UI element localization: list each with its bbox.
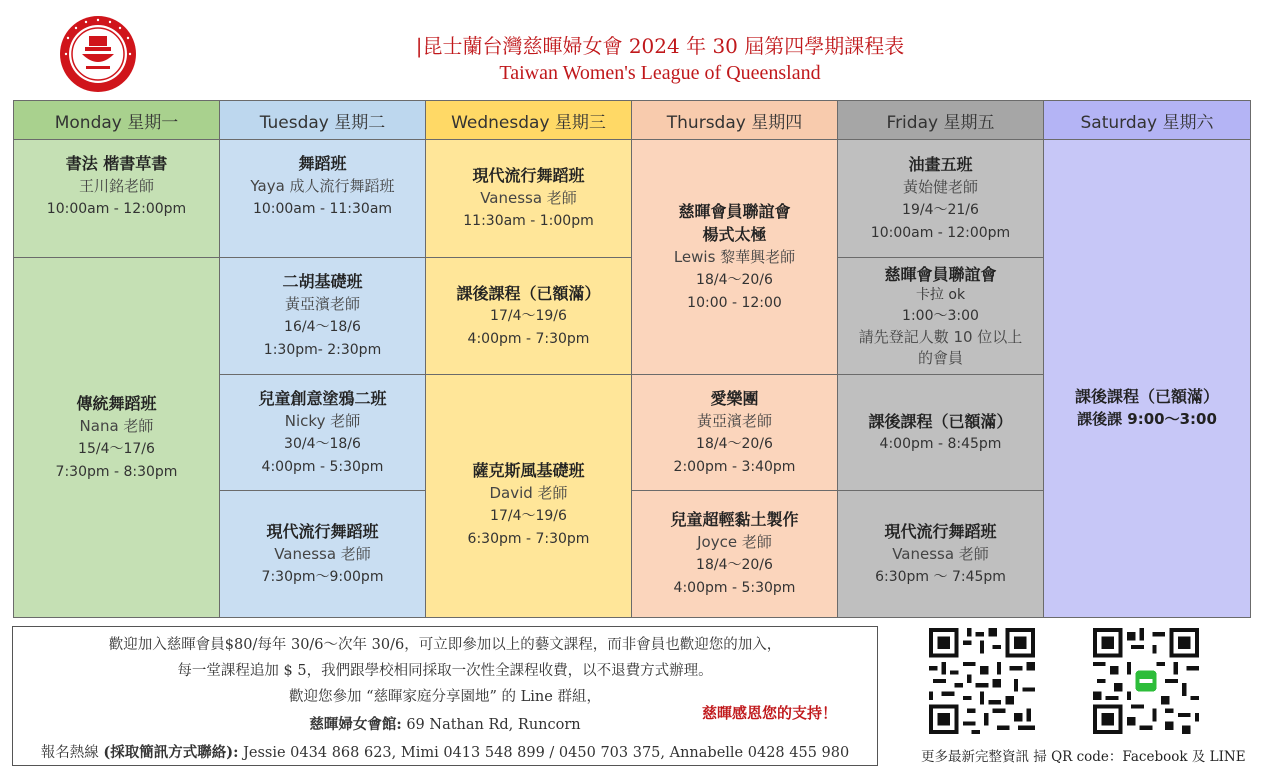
class-date: 17/4～19/6 (490, 307, 567, 324)
class-teacher: 黃亞濱老師 (696, 411, 772, 430)
class-time: 10:00 - 12:00 (687, 295, 782, 311)
class-title: 兒童超輕黏土製作 (670, 510, 799, 529)
class-after-school-fri (837, 374, 1044, 491)
class-title: 課後課程（已額滿） (456, 283, 601, 303)
class-teacher: Nicky 老師 (284, 411, 361, 430)
line-qr-code[interactable] (1093, 628, 1199, 734)
qr-caption: 更多最新完整資訊 掃 QR code：Facebook 及 LINE (921, 749, 1246, 765)
class-calligraphy (13, 139, 220, 258)
class-date: 19/4～21/6 (902, 201, 979, 218)
class-title: 油畫五班 (908, 154, 973, 174)
membership-line-1: 歡迎加入慈暉會員$80/每年 30/6～次年 30/6，可立即參加以上的藝文課程，而非會員也歡迎您的加入， (108, 637, 782, 653)
class-modern-dance-fri (837, 490, 1044, 618)
hotline-numbers: Jessie 0434 868 623, Mimi 0413 548 899 / 0450 703 375, Annabelle 0428 455 980 (238, 745, 850, 761)
class-teacher: Joyce 老師 (697, 533, 772, 551)
class-teacher: 卡拉 ok (915, 286, 966, 303)
class-orchestra (631, 374, 838, 491)
title-english: Taiwan Women's League of Queensland (499, 62, 821, 84)
class-teacher: 黃亞濱老師 (284, 295, 360, 313)
timetable (13, 100, 1253, 618)
hotline-note: (採取簡訊方式聯絡): (103, 744, 239, 761)
class-date: 17/4～19/6 (490, 508, 567, 524)
class-title: 現代流行舞蹈班 (266, 521, 379, 541)
class-time: 1:30pm- 2:30pm (263, 342, 382, 358)
class-time: 2:00pm - 3:40pm (673, 458, 796, 475)
class-title: 書法 楷書草書 (65, 154, 168, 173)
class-teacher: David 老師 (489, 484, 568, 502)
class-note: 請先登記人數 10 位以上 (858, 327, 1023, 346)
class-modern-dance-tue (219, 490, 426, 618)
class-time: 1:00～3:00 (902, 307, 979, 324)
class-title: 愛樂團 (710, 388, 759, 408)
class-title: 現代流行舞蹈班 (472, 166, 585, 185)
class-time: 6:30pm ～ 7:45pm (875, 568, 1006, 585)
class-date: 18/4～20/6 (696, 435, 773, 452)
class-traditional-dance (13, 257, 220, 618)
class-saxophone (425, 374, 632, 618)
title-chinese: |昆士蘭台灣慈暉婦女會 2024 年 30 屆第四學期課程表 (415, 34, 905, 58)
class-title: 薩克斯風基礎班 (472, 461, 585, 480)
class-date: 18/4～20/6 (696, 557, 773, 573)
class-title: 舞蹈班 (298, 154, 347, 173)
class-note-2: 的會員 (917, 348, 963, 367)
line-group-invite: 歡迎您參加 “慈暉家庭分享園地” 的 Line 群組， (289, 689, 601, 705)
day-header-wednesday: Wednesday 星期三 (425, 100, 632, 140)
hotline-line (13, 741, 877, 762)
class-teacher: Vanessa 老師 (480, 189, 577, 207)
class-time: 4:00pm - 5:30pm (261, 458, 384, 475)
class-title: 課後課程（已額滿） (1074, 386, 1219, 406)
address-label: 慈暉婦女會館: (309, 716, 402, 733)
day-header-monday: Monday 星期一 (13, 100, 220, 140)
class-kids-drawing (219, 374, 426, 491)
class-title: 課後課程（已額滿） (868, 411, 1013, 431)
class-title-2: 楊式太極 (702, 225, 767, 244)
class-after-school-sat (1043, 139, 1251, 618)
class-title: 兒童創意塗鴉二班 (258, 388, 387, 408)
league-logo (58, 14, 138, 94)
class-title: 傳統舞蹈班 (76, 393, 157, 413)
class-time: 4:00pm - 8:45pm (879, 435, 1002, 452)
address-value: 69 Nathan Rd, Runcorn (401, 717, 581, 733)
class-date: 30/4～18/6 (284, 435, 361, 452)
hotline-label: 報名熱線 (40, 745, 104, 761)
day-header-thursday: Thursday 星期四 (631, 100, 838, 140)
class-time: 10:00am - 11:30am (252, 201, 393, 217)
class-title: 慈暉會員聯誼會 (884, 264, 997, 284)
class-teacher: Vanessa 老師 (274, 544, 371, 563)
membership-line-2: 每一堂課程追加 $ 5，我們跟學校相同採取一次性全課程收費，以不退費方式辦理。 (177, 663, 713, 679)
class-time: 11:30am - 1:00pm (463, 213, 594, 229)
class-time: 10:00am - 12:00pm (46, 201, 187, 217)
class-time: 10:00am - 12:00pm (870, 224, 1011, 241)
class-date: 16/4～18/6 (284, 319, 361, 335)
class-teacher: Yaya 成人流行舞蹈班 (250, 177, 395, 195)
class-time: 課後課 9:00～3:00 (1077, 409, 1217, 428)
day-header-saturday: Saturday 星期六 (1043, 100, 1251, 140)
class-time: 7:30pm～9:00pm (261, 568, 384, 585)
class-teacher: Nana 老師 (79, 416, 154, 435)
class-teacher: 黃始健老師 (902, 177, 978, 196)
class-dance-yaya (219, 139, 426, 258)
thanks-note: 慈暉感恩您的支持！ (702, 704, 838, 722)
class-time: 4:00pm - 5:30pm (673, 580, 796, 596)
class-teacher: 王川銘老師 (78, 177, 154, 195)
class-kids-clay (631, 490, 838, 618)
class-karaoke (837, 257, 1044, 375)
class-time: 7:30pm - 8:30pm (55, 463, 178, 480)
class-title: 現代流行舞蹈班 (884, 521, 997, 541)
class-date: 15/4～17/6 (78, 440, 155, 457)
class-date: 18/4～20/6 (696, 272, 773, 288)
class-oil-painting (837, 139, 1044, 258)
class-time: 4:00pm - 7:30pm (467, 330, 590, 347)
class-title: 二胡基礎班 (282, 272, 363, 291)
day-header-tuesday: Tuesday 星期二 (219, 100, 426, 140)
class-modern-dance-wed (425, 139, 632, 258)
facebook-qr-code[interactable] (929, 628, 1035, 734)
membership-info-box (12, 626, 878, 766)
class-teacher: Vanessa 老師 (892, 544, 989, 563)
class-title: 慈暉會員聯誼會 (678, 202, 791, 221)
class-after-school-wed (425, 257, 632, 375)
class-teacher: Lewis 黎華興老師 (673, 248, 796, 266)
day-header-friday: Friday 星期五 (837, 100, 1044, 140)
class-erhu (219, 257, 426, 375)
class-time: 6:30pm - 7:30pm (467, 531, 590, 547)
class-tai-chi (631, 139, 838, 375)
